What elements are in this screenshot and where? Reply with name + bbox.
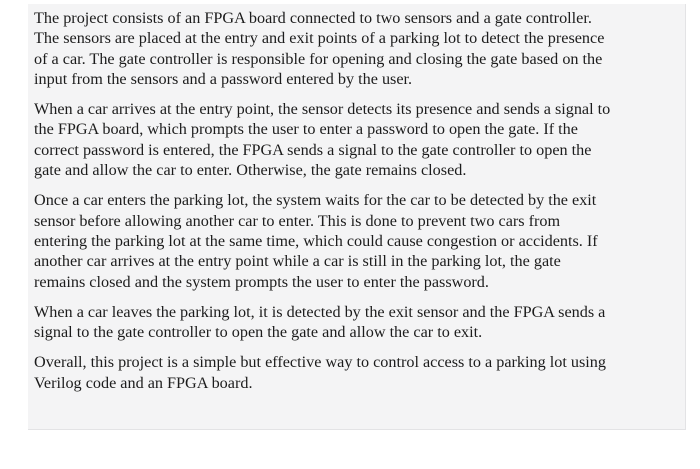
text-line: Verilog code and an FPGA board. <box>34 373 253 392</box>
text-line: another car arrives at the entry point while a car is still in the parking lot, the gate <box>34 252 561 271</box>
text-line: gate and allow the car to enter. Otherwise, the gate remains closed. <box>34 161 467 180</box>
paragraph-car-leaves <box>34 302 685 343</box>
text-line: entering the parking lot at the same time, which could cause congestion or accidents. If <box>34 231 598 250</box>
paragraph-entry-process <box>34 99 685 180</box>
text-line: the FPGA board, which prompts the user to enter a password to open the gate. If the <box>34 120 578 139</box>
paragraph-exit-wait <box>34 190 685 291</box>
text-line: The project consists of an FPGA board connected to two sensors and a gate controller. <box>34 9 592 27</box>
text-line: When a car leaves the parking lot, it is detected by the exit sensor and the FPGA sends a <box>34 302 606 321</box>
text-line: sensor before allowing another car to enter. This is done to prevent two cars from <box>34 211 561 230</box>
paragraph-project-overview <box>34 8 685 89</box>
text-line: Overall, this project is a simple but effective way to control access to a parking lot using <box>34 353 606 372</box>
text-line: correct password is entered, the FPGA sends a signal to the gate controller to open the <box>34 140 592 159</box>
paragraph-summary <box>34 352 685 393</box>
text-line: The sensors are placed at the entry and exit points of a parking lot to detect the presence <box>34 29 605 48</box>
text-line: signal to the gate controller to open the gate and allow the car to exit. <box>34 323 483 342</box>
text-line: remains closed and the system prompts the user to enter the password. <box>34 272 489 291</box>
text-line: of a car. The gate controller is responsible for opening and closing the gate based on the <box>34 49 603 68</box>
document-panel <box>28 4 686 430</box>
text-line: Once a car enters the parking lot, the system waits for the car to be detected by the exit <box>34 191 597 210</box>
text-line: When a car arrives at the entry point, the sensor detects its presence and sends a signal to <box>34 100 611 119</box>
text-line: input from the sensors and a password entered by the user. <box>34 69 413 88</box>
